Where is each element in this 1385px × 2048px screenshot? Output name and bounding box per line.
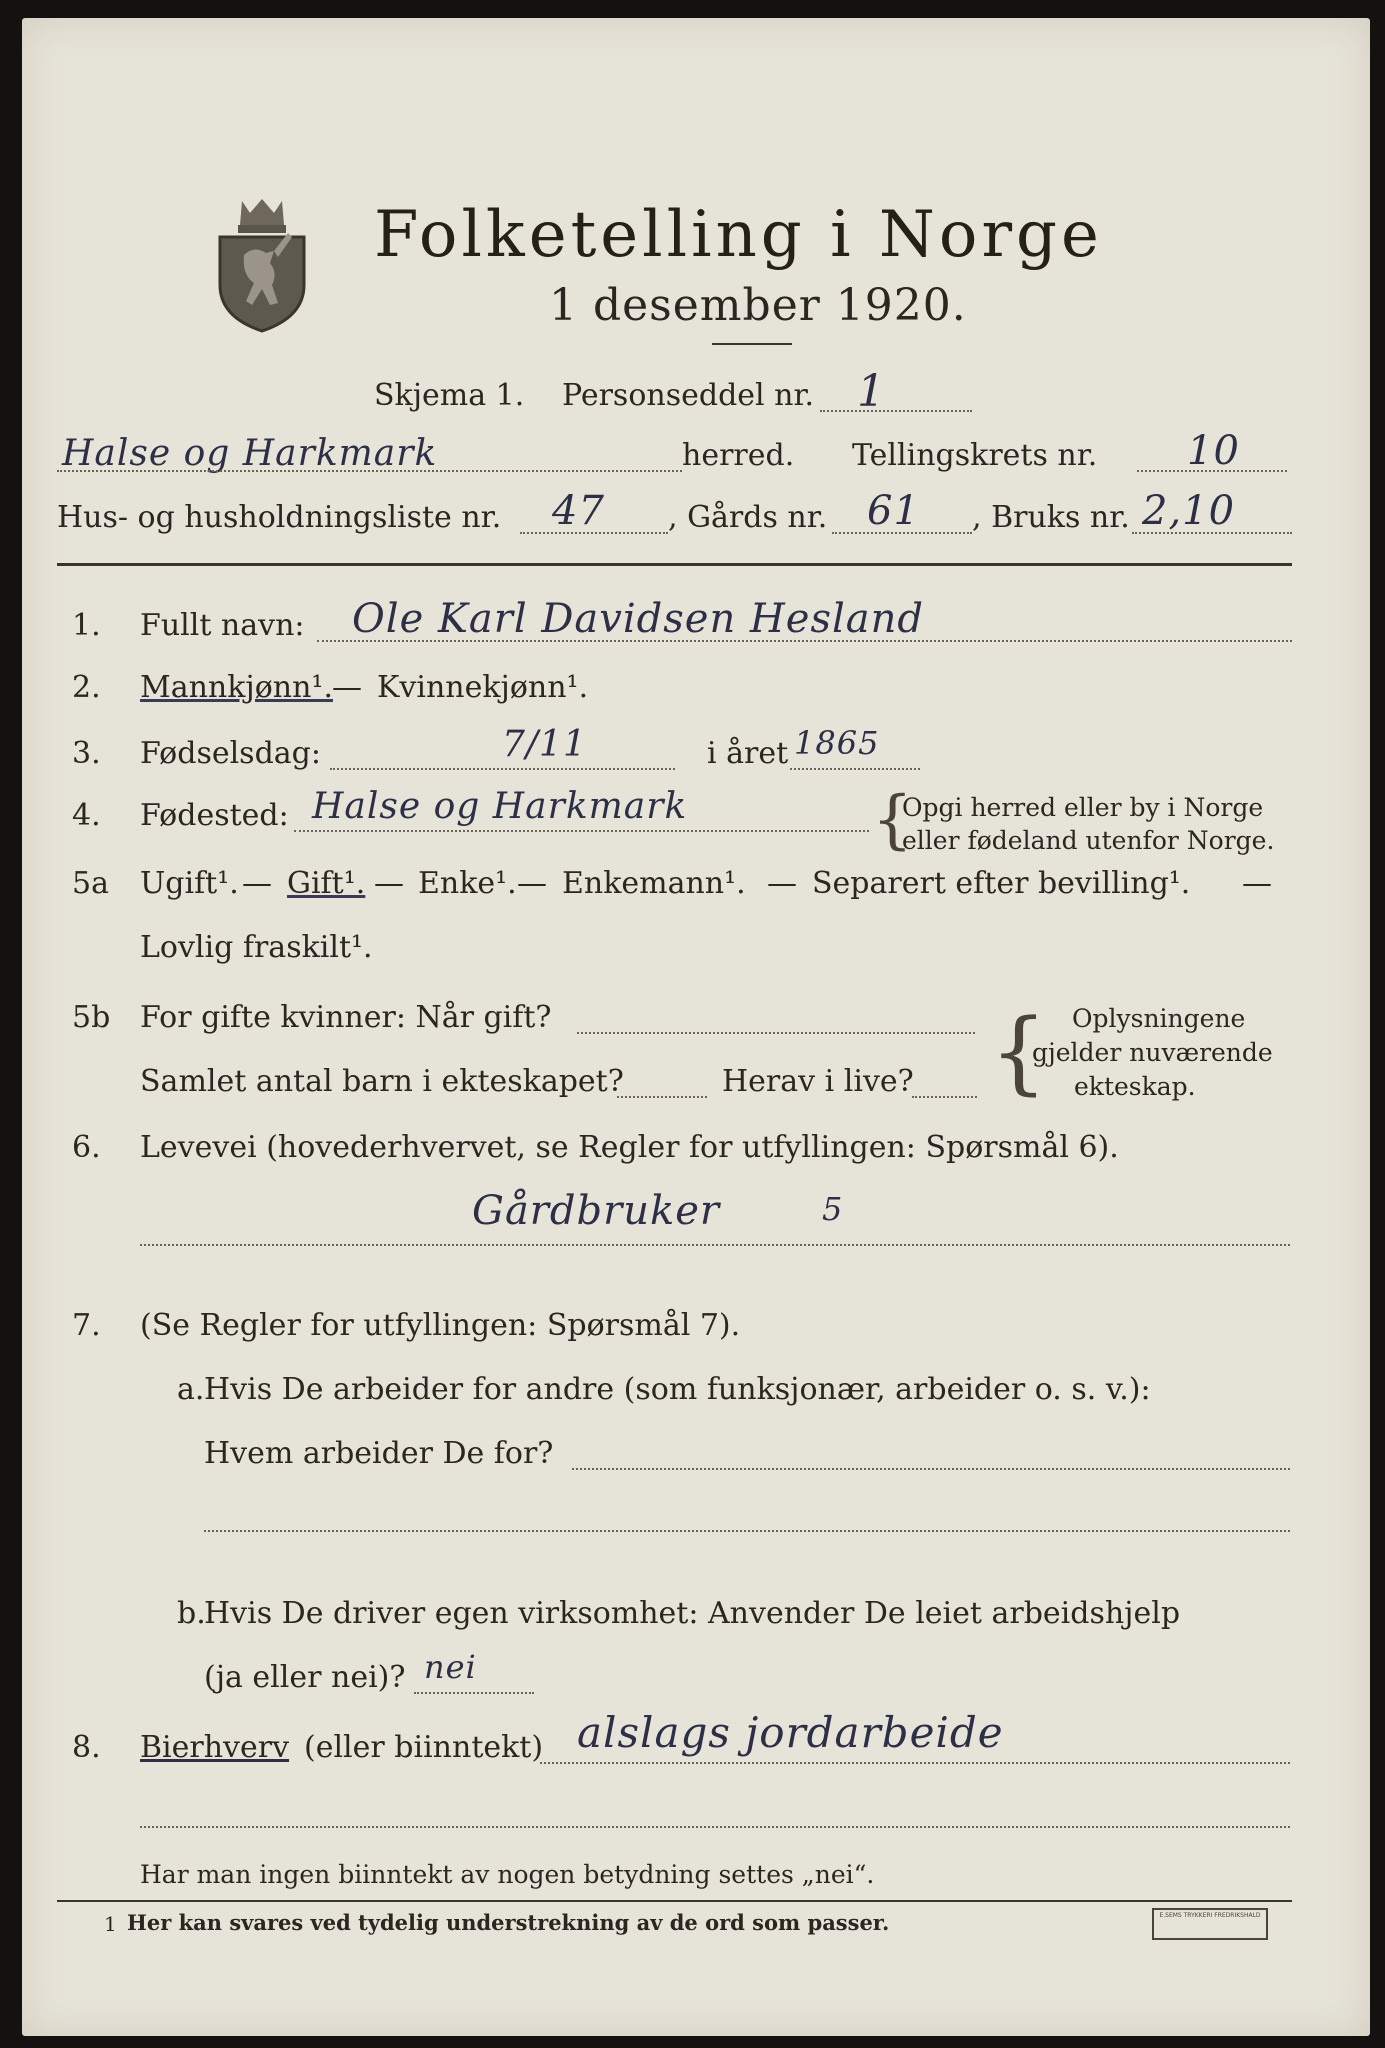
- married-option[interactable]: Gift¹.: [287, 866, 366, 901]
- separated-option[interactable]: Separert efter bevilling¹.: [812, 866, 1191, 901]
- side-income-field-line-2: [140, 1826, 1290, 1828]
- q7-label: (Se Regler for utfyllingen: Spørsmål 7).: [140, 1308, 741, 1343]
- male-option[interactable]: Mannkjønn¹.: [140, 670, 333, 705]
- q8-number: 8.: [72, 1730, 101, 1765]
- gards-label: , Gårds nr.: [668, 500, 828, 535]
- q8-label-b: (eller biinntekt): [304, 1730, 544, 1765]
- q5a-sep1: —: [242, 866, 272, 901]
- unmarried-option[interactable]: Ugift¹.: [140, 866, 239, 901]
- q8-label-a: Bierhverv: [140, 1730, 290, 1765]
- footnote-text: Her kan svares ved tydelig understrekning av de ord som passer.: [127, 1910, 890, 1935]
- occupation-code: 5: [822, 1190, 844, 1228]
- divorced-option[interactable]: Lovlig fraskilt¹.: [140, 930, 373, 965]
- q5a-number: 5a: [72, 866, 109, 901]
- norway-coat-of-arms-icon: [212, 193, 312, 333]
- q5b-note-brace: {: [990, 1000, 1048, 1105]
- q4-note-line2: eller fødeland utenfor Norge.: [902, 826, 1275, 855]
- bruks-value[interactable]: 2,10: [1142, 488, 1236, 534]
- female-option[interactable]: Kvinnekjønn¹.: [377, 670, 589, 705]
- birthdate-value[interactable]: 7/11: [502, 724, 587, 765]
- q7a-letter: a.: [177, 1372, 205, 1407]
- q5a-sep2: —: [374, 866, 404, 901]
- herred-value[interactable]: Halse og Harkmark: [62, 433, 438, 474]
- q5b-children-line: [617, 1096, 707, 1098]
- q5a-sep5: —: [1242, 866, 1272, 901]
- q7a-question: Hvem arbeider De for?: [204, 1436, 554, 1471]
- widower-option[interactable]: Enkemann¹.: [562, 866, 746, 901]
- birthdate-field-line: [330, 768, 675, 770]
- q5b-alive-label: Herav i live?: [722, 1064, 914, 1099]
- q6-number: 6.: [72, 1130, 101, 1165]
- skjema-label: Skjema 1.: [374, 378, 525, 413]
- tellingskrets-value[interactable]: 10: [1187, 428, 1240, 474]
- occupation-field-line: [140, 1244, 1290, 1246]
- q5b-note-line1: Oplysningene: [1072, 1004, 1246, 1033]
- hus-label: Hus- og husholdningsliste nr.: [57, 500, 502, 535]
- personseddel-number[interactable]: 1: [857, 366, 886, 417]
- q5b-when-married-line: [577, 1032, 975, 1034]
- q7b-letter: b.: [177, 1596, 206, 1631]
- gards-value[interactable]: 61: [867, 488, 920, 534]
- form-title: Folketelling i Norge: [374, 198, 1103, 272]
- q5b-note-line2: gjelder nuværende: [1032, 1038, 1273, 1067]
- title-divider: [712, 343, 792, 345]
- hired-help-value[interactable]: nei: [424, 1648, 477, 1686]
- employer-field-line-2: [204, 1530, 1290, 1532]
- footer-divider: [57, 1900, 1292, 1902]
- q5a-sep3: —: [517, 866, 547, 901]
- q1-number: 1.: [72, 608, 101, 643]
- q7-number: 7.: [72, 1308, 101, 1343]
- q2-number: 2.: [72, 670, 101, 705]
- q7b-question: (ja eller nei)?: [204, 1660, 406, 1695]
- q5b-alive-line: [912, 1096, 977, 1098]
- occupation-value[interactable]: Gårdbruker: [472, 1188, 721, 1234]
- herred-label: herred.: [682, 438, 795, 473]
- q3-label: Fødselsdag:: [140, 736, 321, 771]
- q3-number: 3.: [72, 736, 101, 771]
- personseddel-label: Personseddel nr.: [562, 378, 815, 413]
- q7a-text: Hvis De arbeider for andre (som funksjonær, arbeider o. s. v.):: [204, 1372, 1151, 1407]
- q7b-text: Hvis De driver egen virksomhet: Anvender De leiet arbeidshjelp: [204, 1596, 1181, 1631]
- q2-separator: —: [332, 670, 362, 705]
- personseddel-field-line: [820, 410, 972, 412]
- year-label: i året: [707, 736, 789, 771]
- census-form: [22, 18, 1370, 2036]
- hus-value[interactable]: 47: [552, 488, 605, 534]
- census-date: 1 desember 1920.: [549, 280, 967, 331]
- side-income-field-line: [540, 1762, 1290, 1764]
- printer-stamp-text: E.SEMS TRYKKERI FREDRIKSHALD: [1159, 1912, 1261, 1919]
- birthyear-field-line: [790, 768, 920, 770]
- q4-note-line1: Opgi herred eller by i Norge: [902, 793, 1264, 822]
- bruks-label: , Bruks nr.: [972, 500, 1130, 535]
- herred-field-line: [57, 470, 682, 472]
- q5b-when-married-label: For gifte kvinner: Når gift?: [140, 1000, 552, 1035]
- biinntekt-note: Har man ingen biinntekt av nogen betydning settes „nei“.: [140, 1860, 875, 1889]
- employer-field-line: [572, 1468, 1290, 1470]
- q4-note-brace: {: [872, 783, 913, 857]
- hired-help-field-line: [414, 1692, 534, 1694]
- footnote-marker: 1: [104, 1912, 117, 1936]
- birthplace-value[interactable]: Halse og Harkmark: [312, 786, 688, 827]
- q5b-note-line3: ekteskap.: [1074, 1072, 1196, 1101]
- widow-option[interactable]: Enke¹.: [418, 866, 517, 901]
- q1-label: Fullt navn:: [140, 608, 305, 643]
- q5b-children-label: Samlet antal barn i ekteskapet?: [140, 1064, 624, 1099]
- side-income-value[interactable]: alslags jordarbeide: [577, 1708, 1004, 1757]
- birthplace-field-line: [294, 830, 869, 832]
- q6-label: Levevei (hovederhvervet, se Regler for utfyllingen: Spørsmål 6).: [140, 1130, 1119, 1165]
- q5b-number: 5b: [72, 1000, 111, 1035]
- q4-number: 4.: [72, 798, 101, 833]
- full-name-value[interactable]: Ole Karl Davidsen Hesland: [352, 596, 925, 642]
- q4-label: Fødested:: [140, 798, 289, 833]
- header-divider: [57, 563, 1292, 566]
- q5a-sep4: —: [767, 866, 797, 901]
- tellingskrets-label: Tellingskrets nr.: [852, 438, 1098, 473]
- printer-stamp: [1152, 1908, 1268, 1940]
- birthyear-value[interactable]: 1865: [794, 724, 880, 762]
